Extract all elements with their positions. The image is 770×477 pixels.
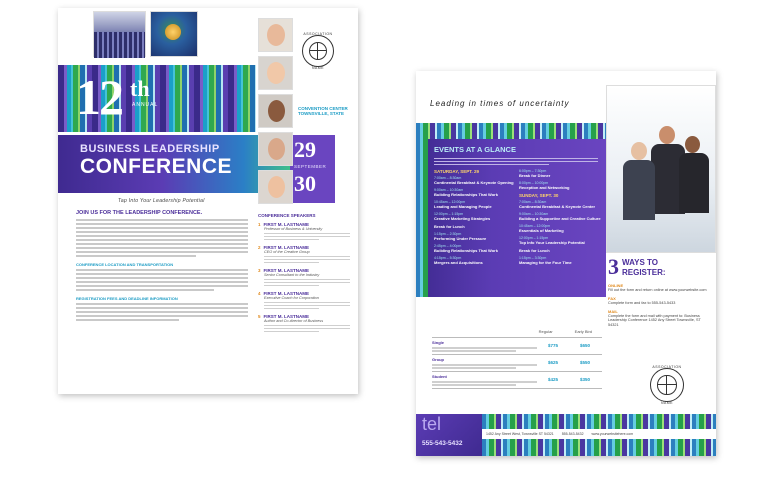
header-tagline: Leading in times of uncertainty [430,99,570,108]
event-title: Break for Dinner [519,173,551,178]
event-time: 9:00am – 10:30am [519,212,549,216]
table-row-label: Single [432,340,445,345]
event-time: 7:00am – 8:30am [519,200,547,204]
speaker-photo-1 [258,18,293,52]
table-row [432,372,602,389]
speaker-item [258,291,350,309]
title-band [58,135,290,193]
register-method-label: MAIL [608,308,618,314]
event-title: Creative Marketing Strategies [434,216,491,221]
speaker-name: FIRST M. LASTNAME [263,268,310,273]
speaker-bio-line [264,305,350,307]
table-early-price: $550 [579,360,590,365]
seal-text-top: ASSOCIATION [303,32,333,36]
date-day2: 30 [294,171,316,196]
register-method-text: Complete the form and mail with payment to: Business Leadership Conference 1452 Any Street Townsville, ST 54321 [608,313,701,328]
speaker-bio-line [264,279,350,281]
body-column [76,210,248,323]
day1-column [434,169,514,268]
table-regular-price: $625 [547,360,558,365]
event-item [434,232,514,241]
brochure-page-back [416,71,716,456]
section3-heading: REGISTRATION FEES AND DEADLINE INFORMATION [76,296,178,301]
association-seal [650,365,684,405]
day2-events [519,169,601,265]
speaker-bio-line [264,259,350,261]
speakers-column [258,213,350,337]
table-early-price: $650 [579,343,590,348]
speaker-photo-3 [258,94,293,128]
seal-text-bottom: NAME [311,66,325,70]
speaker-item [258,268,350,286]
ways-text-line1: WAYS TO [622,258,659,267]
table-row-label-cell [432,374,537,386]
brochure-page-front [58,8,358,394]
globe-icon [309,42,327,60]
tel-label: tel [422,414,442,434]
edition-badge [76,69,196,125]
register-method [608,283,712,293]
table-header-row [432,329,602,334]
speaker-bio-line [264,285,319,287]
speaker-bio-line [264,233,350,235]
register-method-text: Complete form and fax to 555-543-5433 [608,300,676,305]
seal-text-top: ASSOCIATION [652,365,682,369]
ways-number: 3 [608,254,619,279]
event-item [519,236,601,245]
event-title: Continental Breakfast & Keynote Opening [434,180,514,185]
events-panel [416,139,606,297]
speaker-bio-line [264,282,350,284]
event-time: 12:00pm – 1:15pm [434,212,464,216]
event-item [519,169,601,178]
speaker-bio-line [264,302,350,304]
event-time: 9:00am – 10:30am [434,188,464,192]
speaker-bio-line [264,256,350,258]
event-time: 4:15pm – 5:30pm [434,256,462,260]
speaker-number: 1 [258,222,261,227]
events-intro [434,156,598,167]
tel-block [416,414,482,456]
event-item [519,181,601,190]
date-month: SEPTEMBER [294,164,327,169]
speaker-role: CEO of the Creative Group [264,250,310,254]
table-body [432,337,602,389]
register-method-label: FAX [608,295,616,301]
event-title: Building Relationships That Work [434,248,498,253]
table-early-price: $350 [579,377,590,382]
event-title: Essentials of Marketing [519,228,564,233]
body-text-block-3 [76,303,248,321]
register-method-text: Fill out the form and return online at www.yourwebsite.com [608,288,707,292]
speakers-list [258,222,350,332]
table-header-regular: Regular [538,329,553,334]
speaker-name: FIRST M. LASTNAME [263,222,310,227]
edition-suffix: th [130,76,150,101]
speaker-bio-line [264,236,350,238]
register-method [608,309,712,328]
table-header-early: Early Bird [574,329,592,334]
event-time: 1:15pm – 3:30pm [519,256,547,260]
ways-text-line2: REGISTER: [622,268,666,277]
event-item [434,256,514,265]
speaker-name: FIRST M. LASTNAME [263,291,310,296]
event-time: 2:45pm – 4:00pm [434,244,462,248]
venue-line2: TOWNSVILLE, STATE [298,111,344,116]
speakers-heading: CONFERENCE SPEAKERS [258,213,316,218]
table-row-desc-line [432,364,537,366]
footer-web: www.yourwebsitehere.com [591,432,634,436]
stripe-band-top [416,123,606,139]
event-title: Building a Supportive and Creative Culture [519,216,601,221]
ways-heading [608,254,712,281]
speaker-role: Senior Consultant to the Industry [264,273,320,277]
body-text-block-1 [76,219,248,257]
speaker-bio-line [264,262,319,264]
speaker-photo-2 [258,56,293,90]
table-row-desc-line [432,381,537,383]
day1-events [434,176,514,265]
event-item [519,200,601,209]
event-title: Building Relationships That Work [434,192,498,197]
speaker-name: FIRST M. LASTNAME [263,245,310,250]
table-row-label: Student [432,374,447,379]
event-time: 7:00am – 8:30am [434,176,462,180]
join-heading: JOIN US FOR THE LEADERSHIP CONFERENCE. [76,210,203,216]
date-block [290,135,335,203]
event-time: 12:00pm – 1:15pm [519,236,549,240]
seal-text-bottom: NAME [660,401,674,405]
speaker-number: 2 [258,245,261,250]
title-line1: BUSINESS LEADERSHIP [80,143,220,155]
event-title: Mergers and Acquisitions [434,260,483,265]
speaker-name: FIRST M. LASTNAME [263,314,310,319]
speaker-item [258,314,350,332]
table-row-desc-line [432,384,516,386]
globe-icon [657,375,676,394]
venue-line1: CONVENTION CENTER [298,106,348,111]
table-row-desc-line [432,350,516,352]
event-title: Top Info Your Leadership Potential [519,240,585,245]
section2-heading: CONFERENCE LOCATION AND TRANSPORTATION [76,262,174,267]
event-item [519,256,601,265]
event-item [434,200,514,209]
table-row-desc-line [432,367,516,369]
table-row [432,338,602,355]
event-item [519,212,601,221]
speaker-bio-line [264,239,319,241]
speaker-number: 3 [258,268,261,273]
event-title: Performing Under Pressure [434,236,487,241]
title-line2: CONFERENCE [80,155,233,178]
speaker-photo-5 [258,170,293,204]
event-item [519,224,601,233]
speaker-bio-line [264,331,319,333]
event-title: Leading and Managing People [434,204,492,209]
speaker-photo-4 [258,132,293,166]
event-time: 10:45am – 12:00pm [434,200,466,204]
event-item [519,248,601,253]
event-time: 6:00pm – 7:30pm [519,169,547,173]
event-time: 1:15pm – 2:30pm [434,232,462,236]
speaker-item [258,222,350,240]
auditorium-photo [93,11,146,57]
footer-phone: 555-543-5432 [561,432,584,436]
speaker-bio-line [264,325,350,327]
edition-number: 12 [76,69,122,125]
register-method-label: ONLINE [608,283,624,288]
register-method [608,296,712,306]
table-row-label-cell [432,340,537,352]
table-row-label-cell [432,357,537,369]
venue [298,106,348,116]
speaker-role: Professor of Business & University [264,227,323,231]
table-row [432,355,602,372]
tel-number: 555-543-5432 [422,440,463,447]
pricing-table [432,329,602,389]
edition-word: ANNUAL [132,102,159,108]
speaker-role: Executive Coach for Corporation [264,296,319,300]
events-heading: EVENTS AT A GLANCE [434,145,516,154]
event-title: Continental Breakfast & Keynote Center [519,204,596,209]
speaker-number: 4 [258,291,261,296]
event-item [434,244,514,253]
speaker-bio-line [264,328,350,330]
event-time: 10:45am – 12:00pm [519,224,551,228]
speaker-bio-line [264,308,319,310]
events-panel-edge [416,139,428,297]
speaker-item [258,245,350,263]
association-seal [302,32,334,70]
date-day1: 29 [294,137,316,162]
body-text-block-2 [76,269,248,291]
event-item [434,224,514,229]
day2-column [519,169,601,268]
day2-label: SUNDAY, SEPT. 30 [519,193,559,198]
event-title: Break for Lunch [434,224,465,229]
register-panel [608,254,712,331]
team-photo [606,85,716,253]
table-row-label: Group [432,357,444,362]
day1-label: SATURDAY, SEPT. 29 [434,169,480,174]
event-title: Break for Lunch [519,248,550,253]
footer-address: 1452 Any Street West, Townsville ST 54321 [486,432,554,436]
event-item [434,212,514,221]
speaker-number: 5 [258,314,261,319]
event-title: Managing for the Four Time [519,260,572,265]
event-time: 8:00pm – 10:00pm [519,181,549,185]
event-item [434,176,514,185]
table-regular-price: $425 [547,377,558,382]
event-item [434,188,514,197]
table-row-desc-line [432,347,537,349]
event-title: Reception and Networking [519,185,570,190]
register-methods [608,283,712,328]
tagline: Tap Into Your Leadership Potential [118,198,205,204]
footer-bar [482,429,716,439]
speaker-role: Author and Co-director of Business [264,319,324,323]
microphone-photo [150,11,198,57]
table-regular-price: $775 [547,343,558,348]
